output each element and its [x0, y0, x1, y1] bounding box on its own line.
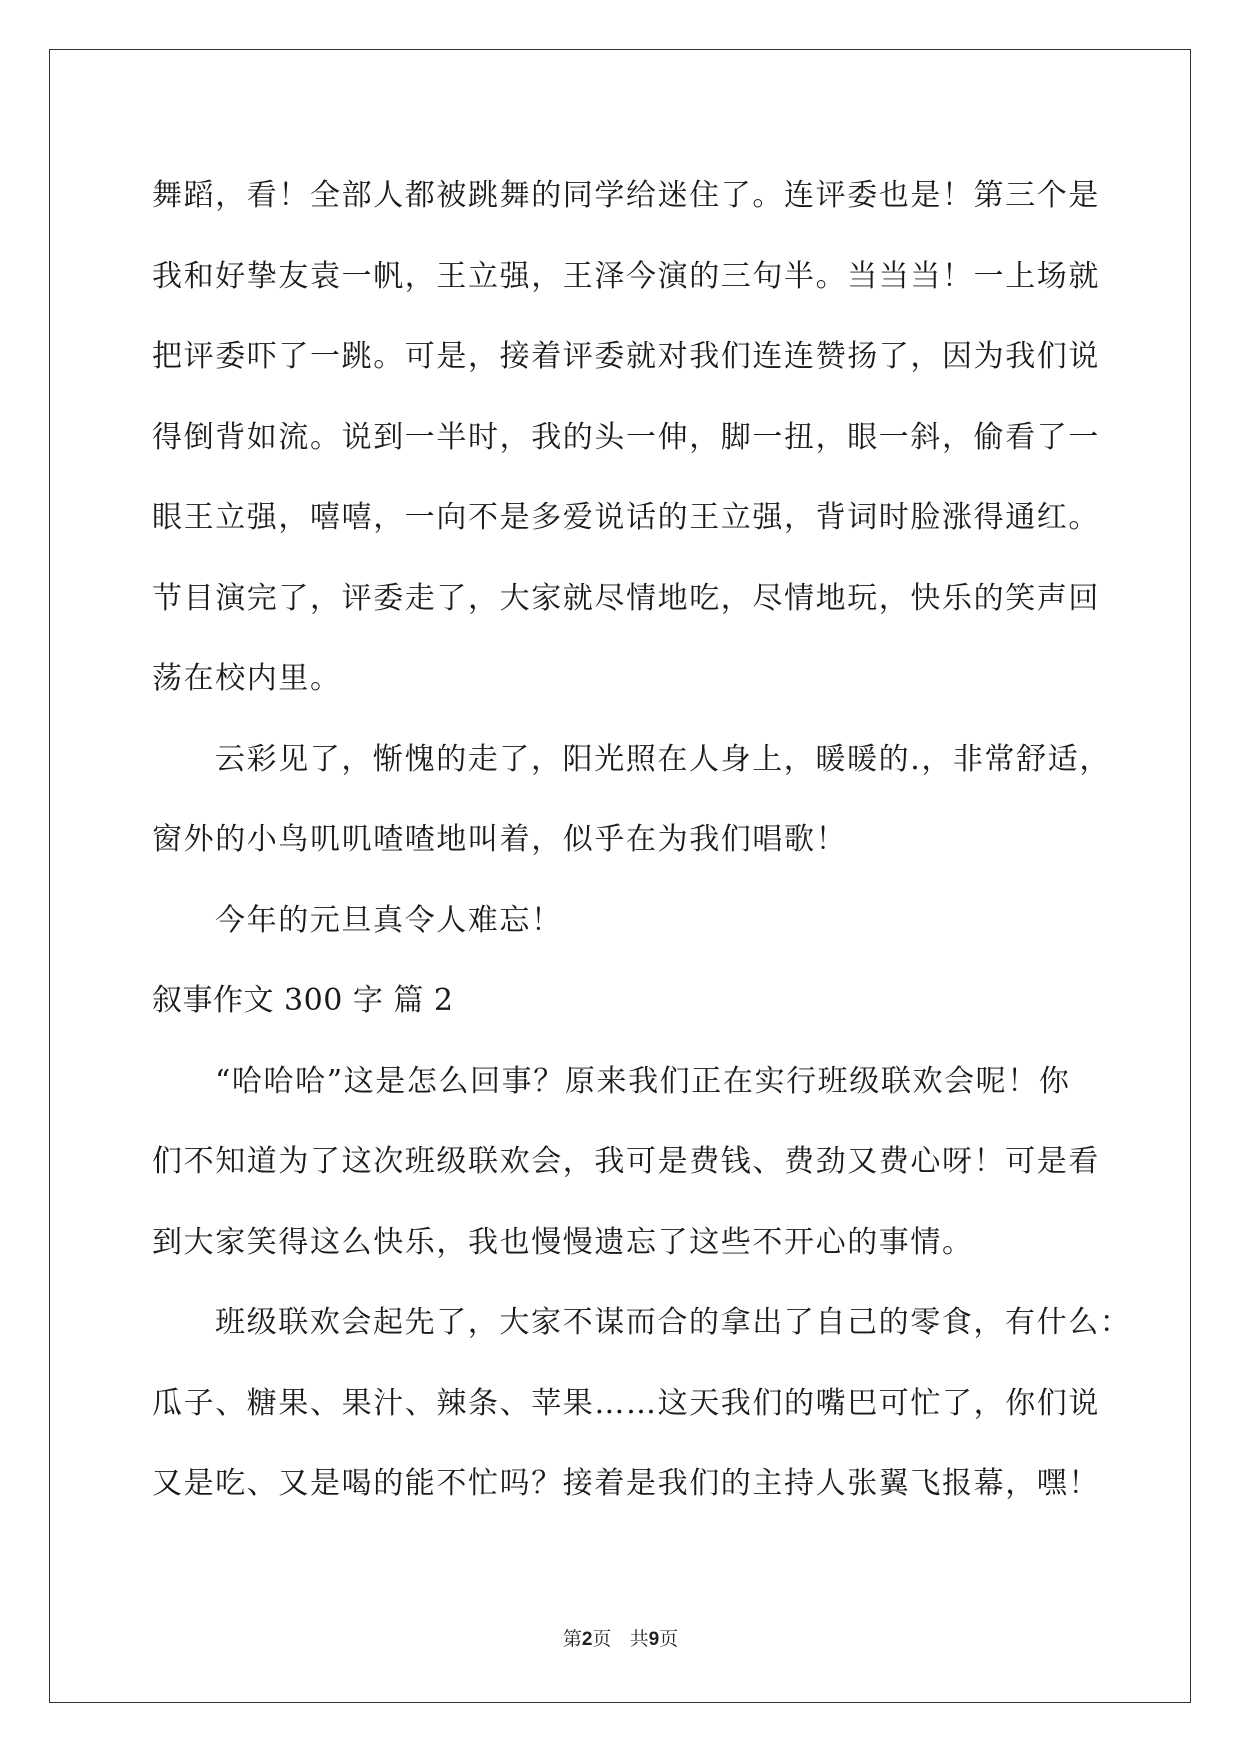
text-line: 荡在校内里。 [152, 661, 342, 696]
footer-total-suffix: 页 [659, 1628, 679, 1650]
footer-prefix: 第 [562, 1628, 582, 1650]
text-line: 到大家笑得这么快乐，我也慢慢遗忘了这些不开心的事情。 [152, 1224, 974, 1260]
text-line: 们不知道为了这次班级联欢会，我可是费钱、费劲又费心呀！可是看 [152, 1144, 1100, 1179]
text-line: 舞蹈，看！全部人都被跳舞的同学给迷住了。连评委也是！第三个是 [152, 178, 1100, 213]
text-line: 把评委吓了一跳。可是，接着评委就对我们连连赞扬了，因为我们说 [152, 339, 1100, 374]
page-footer [0, 1624, 1241, 1651]
text-line: “哈哈哈”这是怎么回事？原来我们正在实行班级联欢会呢！你 [215, 1063, 1071, 1099]
text-line: 得倒背如流。说到一半时，我的头一伸，脚一扭，眼一斜，偷看了一 [152, 419, 1100, 455]
footer-page-suffix: 页 [592, 1628, 612, 1650]
footer-total-pages: 9 [648, 1629, 660, 1650]
document-body [152, 156, 1132, 1525]
text-line: 云彩见了，惭愧的走了，阳光照在人身上，暖暖的.，非常舒适， [215, 741, 1111, 777]
section-heading: 叙事作文 300 字 篇 2 [152, 983, 454, 1018]
text-line: 瓜子、糖果、果汁、辣条、苹果……这天我们的嘴巴可忙了，你们说 [152, 1385, 1100, 1421]
text-line: 我和好挚友袁一帆，王立强，王泽今演的三句半。当当当！一上场就 [152, 258, 1100, 294]
footer-total-prefix: 共 [629, 1628, 649, 1650]
text-line: 又是吃、又是喝的能不忙吗？接着是我们的主持人张翼飞报幕，嘿！ [152, 1466, 1100, 1501]
text-line: 眼王立强，嘻嘻，一向不是多爱说话的王立强，背词时脸涨得通红。 [152, 500, 1100, 535]
footer-page-number: 2 [581, 1629, 593, 1650]
text-line: 班级联欢会起先了，大家不谋而合的拿出了自己的零食，有什么： [215, 1305, 1132, 1340]
text-line: 今年的元旦真令人难忘！ [215, 902, 563, 938]
text-line: 窗外的小鸟叽叽喳喳地叫着，似乎在为我们唱歌！ [152, 822, 848, 857]
text-line: 节目演完了，评委走了，大家就尽情地吃，尽情地玩，快乐的笑声回 [152, 580, 1100, 616]
